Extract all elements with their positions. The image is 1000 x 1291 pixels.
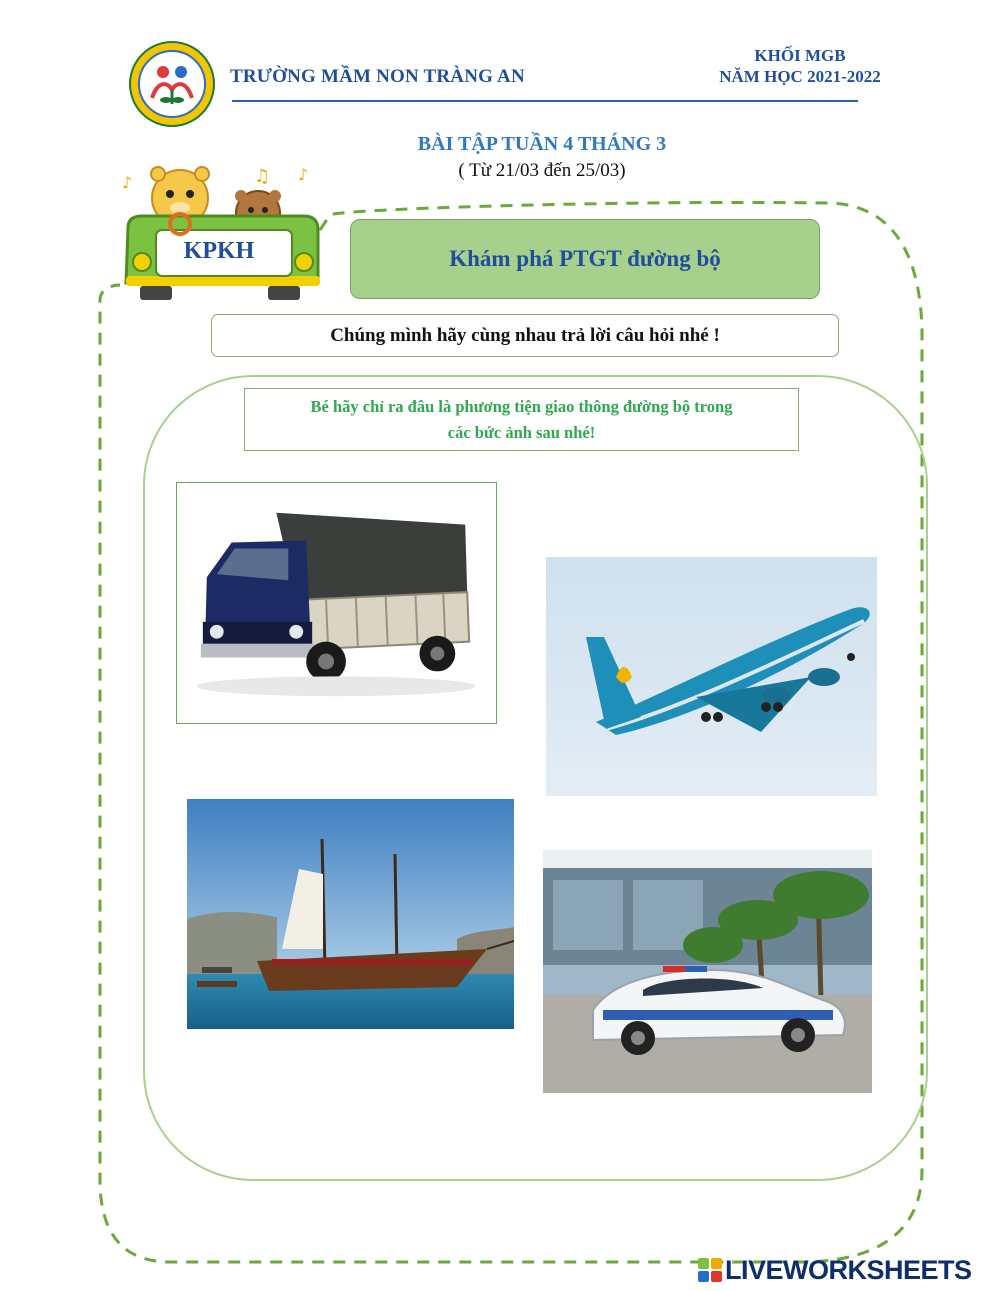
assignment-title: BÀI TẬP TUẦN 4 THÁNG 3 <box>417 133 667 155</box>
police-car-photo[interactable] <box>543 850 872 1093</box>
truck-photo[interactable] <box>176 482 497 724</box>
school-logo-icon <box>128 40 216 128</box>
svg-text:♫: ♫ <box>254 166 271 187</box>
grade-block <box>700 45 900 87</box>
date-range: ( Từ 21/03 đến 25/03) <box>458 160 626 181</box>
liveworksheets-icon <box>698 1258 722 1282</box>
subject-badge: KPKH <box>183 238 255 264</box>
svg-text:♪: ♪ <box>122 173 133 192</box>
airplane-photo[interactable] <box>546 557 877 796</box>
grade-label: KHỐI MGB <box>754 46 846 65</box>
liveworksheets-brand: LIVEWORKSHEETS <box>725 1254 972 1285</box>
prompt-box: Chúng mình hãy cùng nhau trả lời câu hỏi nhé ! <box>211 314 839 357</box>
header-divider <box>232 100 858 102</box>
question-box <box>244 388 799 451</box>
liveworksheets-logo <box>698 1255 972 1285</box>
svg-text:♪: ♪ <box>298 165 309 184</box>
question-line-1: Bé hãy chỉ ra đâu là phương tiện giao thông đường bộ trong <box>310 397 733 416</box>
cartoon-truck-icon <box>118 158 328 303</box>
school-name: TRƯỜNG MẦM NON TRÀNG AN <box>230 66 525 87</box>
sailing-ship-photo[interactable] <box>187 799 514 1029</box>
topic-banner: Khám phá PTGT đường bộ <box>350 219 820 299</box>
school-year: NĂM HỌC 2021-2022 <box>719 67 881 86</box>
question-line-2: các bức ảnh sau nhé! <box>447 423 596 442</box>
